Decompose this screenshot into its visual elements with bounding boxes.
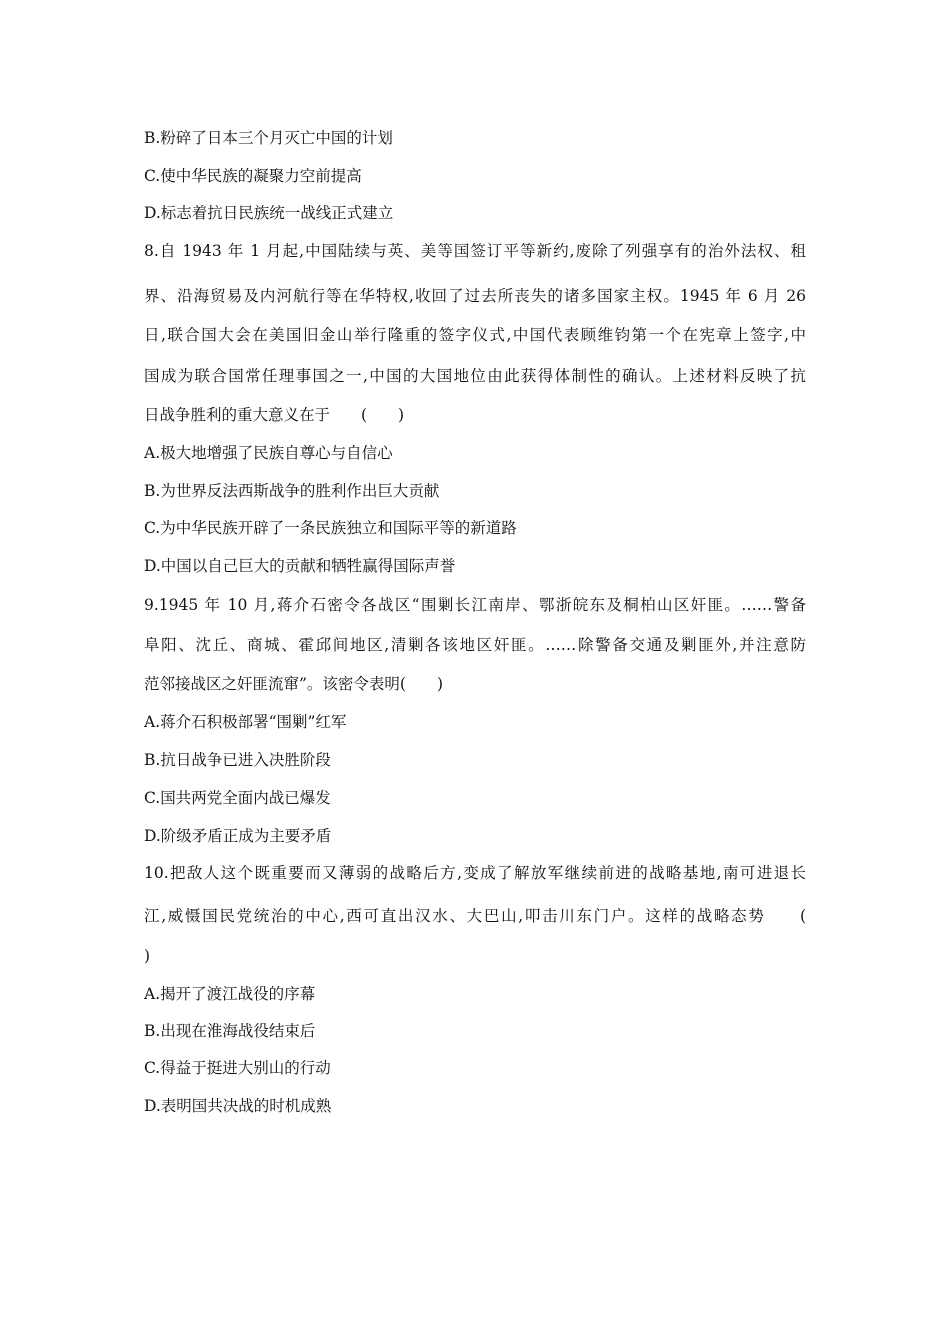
q9-option-b: B.抗日战争已进入决胜阶段 bbox=[144, 751, 331, 769]
q7-option-c: C.使中华民族的凝聚力空前提高 bbox=[144, 167, 362, 185]
q8-option-d: D.中国以自己巨大的贡献和牺牲赢得国际声誉 bbox=[144, 557, 456, 575]
q9-stem-line: 阜阳、沈丘、商城、霍邱间地区,清剿各该地区奸匪。……除警备交通及剿匪外,并注意防 bbox=[144, 636, 806, 654]
q8-stem-line: 8.自 1943 年 1 月起,中国陆续与英、美等国签订平等新约,废除了列强享有的治外法权、租 bbox=[144, 242, 806, 260]
q7-option-d: D.标志着抗日民族统一战线正式建立 bbox=[144, 204, 394, 222]
q7-option-b: B.粉碎了日本三个月灭亡中国的计划 bbox=[144, 129, 393, 147]
q10-option-c: C.得益于挺进大别山的行动 bbox=[144, 1059, 331, 1077]
q8-stem-line: 国成为联合国常任理事国之一,中国的大国地位由此获得体制性的确认。上述材料反映了抗 bbox=[144, 367, 806, 385]
q9-option-c: C.国共两党全面内战已爆发 bbox=[144, 789, 331, 807]
q8-option-c: C.为中华民族开辟了一条民族独立和国际平等的新道路 bbox=[144, 519, 517, 537]
q9-option-a: A.蒋介石积极部署“围剿”红军 bbox=[144, 713, 347, 731]
q9-option-d: D.阶级矛盾正成为主要矛盾 bbox=[144, 827, 332, 845]
q8-stem-line: 日战争胜利的重大意义在于 ( ) bbox=[144, 406, 405, 424]
q9-stem-line: 9.1945 年 10 月,蒋介石密令各战区“围剿长江南岸、鄂浙皖东及桐柏山区奸匪。……警备 bbox=[144, 596, 806, 614]
q8-stem-line: 日,联合国大会在美国旧金山举行隆重的签字仪式,中国代表顾维钧第一个在宪章上签字,中 bbox=[144, 326, 806, 344]
q10-option-a: A.揭开了渡江战役的序幕 bbox=[144, 985, 316, 1003]
q8-option-b: B.为世界反法西斯战争的胜利作出巨大贡献 bbox=[144, 482, 440, 500]
q8-stem-line: 界、沿海贸易及内河航行等在华特权,收回了过去所丧失的诸多国家主权。1945 年 6 月 26 bbox=[144, 287, 806, 305]
q10-option-b: B.出现在淮海战役结束后 bbox=[144, 1022, 316, 1040]
q10-stem-line: ) bbox=[144, 947, 151, 965]
q9-stem-line: 范邻接战区之奸匪流窜”。该密令表明( ) bbox=[144, 675, 444, 693]
q10-stem-line: 10.把敌人这个既重要而又薄弱的战略后方,变成了解放军继续前进的战略基地,南可进退长 bbox=[144, 864, 806, 882]
q10-stem-line: 江,威慑国民党统治的中心,西可直出汉水、大巴山,叩击川东门户。这样的战略态势 ( bbox=[144, 907, 806, 925]
q8-option-a: A.极大地增强了民族自尊心与自信心 bbox=[144, 444, 393, 462]
q10-option-d: D.表明国共决战的时机成熟 bbox=[144, 1097, 332, 1115]
